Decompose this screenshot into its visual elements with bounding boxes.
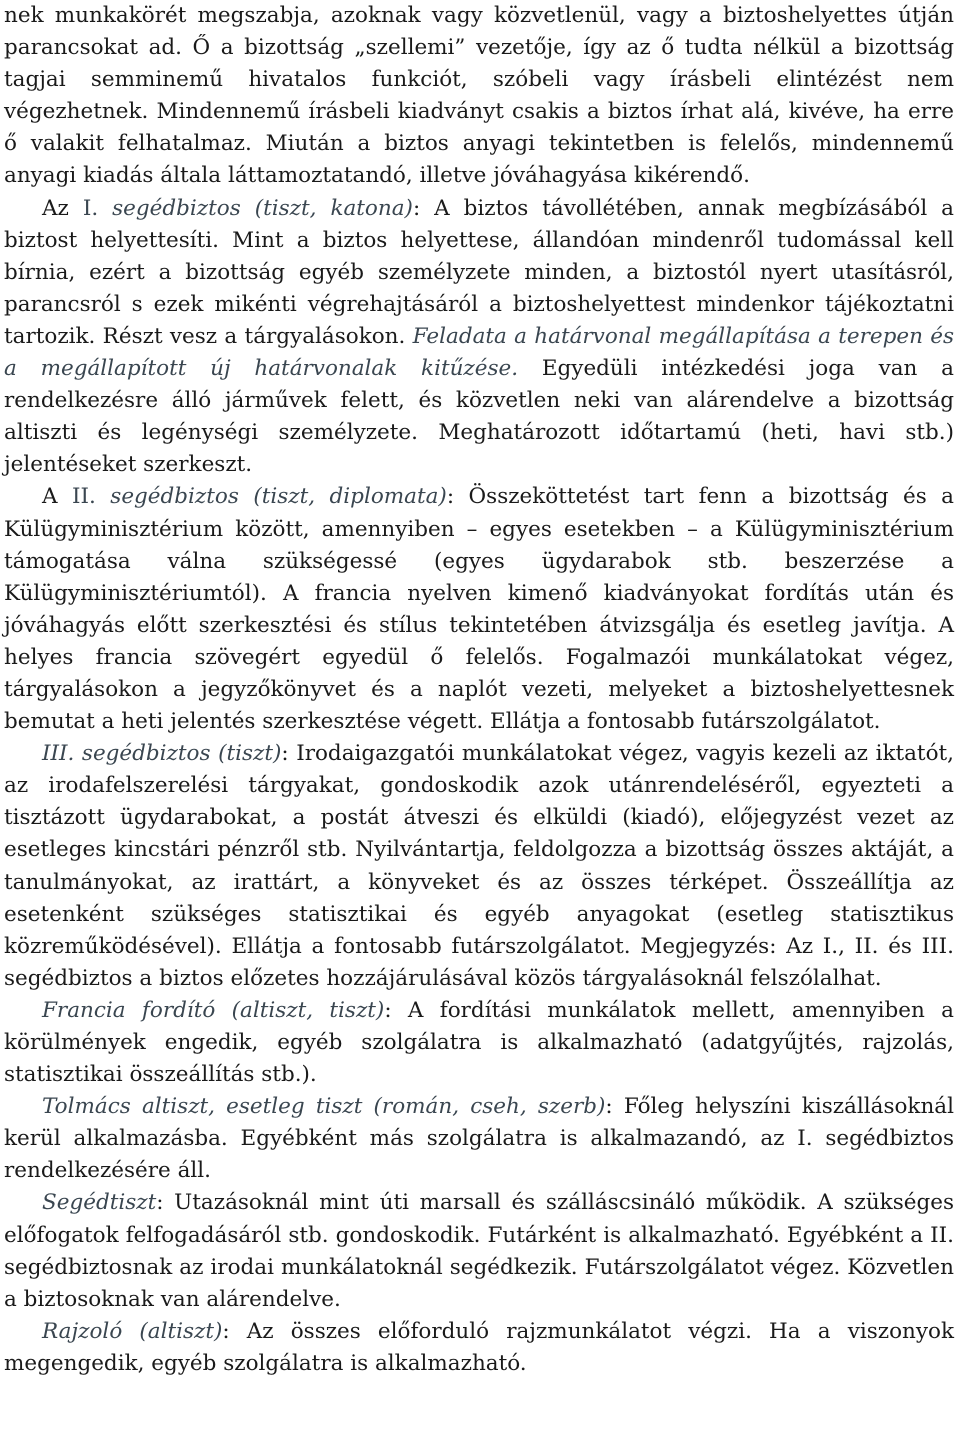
paragraph-draftsman — [4, 1316, 954, 1380]
role-title: Segédtiszt — [42, 1190, 157, 1216]
paragraph-text: : Főleg helyszíni kiszállásoknál kerül alkalmazásba. Egyébként más szolgálatra is alkalmazandó, az I. segédbiztos rendelkezésére áll. — [4, 1094, 954, 1184]
role-title: segédbiztos (tiszt, katona) — [98, 195, 413, 221]
paragraph-text: Az — [42, 195, 83, 221]
role-title: Tolmács altiszt, esetleg tiszt (román, cseh, szerb) — [42, 1094, 606, 1120]
roman-numeral: III. — [42, 741, 75, 767]
paragraph-third-assistant-commissioner — [4, 738, 954, 995]
paragraph-text: : Az összes előforduló rajzmunkálatot végzi. Ha a viszonyok megengedik, egyéb szolgálatra is alkalmazható. — [4, 1318, 954, 1376]
paragraph-text: : Összeköttetést tart fenn a bizottság és a Külügyminisztérium között, amennyiben – egyes esetekben – a Külügyminisztérium támogatása válna szükségessé (egyes ügydarabok stb. beszerzése a Külügyminisztériumtól). A francia nyelven kimenő kiadványokat fordítás után és jóváhagyás előtt szerkesztési és stílus tekintetében átvizsgálja és esetleg javítja. A helyes francia szövegért egyedül ő felelős. Fogalmazói munkálatokat végez, tárgyalásokon a jegyzőkönyvet és a naplót vezeti, melyeket a biztoshelyettesnek bemutat a heti jelentés szerkesztése végett. Ellátja a fontosabb futárszolgálatot. — [4, 484, 955, 735]
paragraph-text: Egyedüli intézkedési joga van a rendelkezésre álló járművek felett, és közvetlen neki van alárendelve a bizottság altiszti és legénységi személyzete. Meghatározott időtartamú (heti, havi stb.) jelentéseket szerkeszt. — [4, 356, 954, 478]
document-page — [4, 0, 954, 1380]
paragraph-text: : A fordítási munkálatok mellett, amennyiben a körülmények engedik, egyéb szolgálatra is alkalmazható (adatgyűjtés, rajzolás, statisztikai összeállítás stb.). — [4, 997, 954, 1088]
roman-numeral: II. — [72, 484, 96, 510]
role-title: Francia fordító (altiszt, tiszt) — [42, 997, 385, 1023]
emphasized-text: Feladata a határvonal megállapítása a terepen és a megállapított új határvonalak kitűzése. — [4, 323, 954, 382]
paragraph-text: nek munkakörét megszabja, azoknak vagy közvetlenül, vagy a biztoshelyettes útján parancsokat ad. Ő a bizottság „szellemi” vezetője, így az ő tudta nélkül a bizottság tagjai semminemű hivatalos funkciót, szóbeli vagy írásbeli elintézést nem végezhetnek. Mindennemű írásbeli kiadványt csakis a biztos írhat alá, kivéve, ha erre ő valakit felhatalmaz. Miután a biztos anyagi tekintetben is felelős, mindennemű anyagi kiadás általa láttamoztatandó, illetve jóváhagyása kikérendő. — [4, 3, 954, 189]
paragraph-adjutant — [4, 1187, 954, 1315]
paragraph-text: A — [42, 484, 72, 510]
role-title: segédbiztos (tiszt, diplomata) — [95, 484, 447, 510]
paragraph-text: : A biztos távollétében, annak megbízásából a biztost helyettesíti. Mint a biztos helyettese, állandóan mindenről tudomással kell bírnia, ezért a bizottság egyéb személyzete minden, a biztostól nyert utasításról, parancsról s ezek mikénti végrehajtásáról a biztoshelyettest mindenkor tájékoztatni tartozik. Részt vesz a tárgyalásokon. — [4, 195, 954, 349]
paragraph-interpreter — [4, 1091, 954, 1187]
paragraph-french-translator — [4, 995, 954, 1091]
role-title: Rajzoló (altiszt) — [42, 1318, 223, 1344]
paragraph-text: : Utazásoknál mint úti marsall és szálláscsináló működik. A szükséges előfogatok felfogadásáról stb. gondoskodik. Futárként is alkalmazható. Egyébként a II. segédbiztosnak az irodai munkálatoknál segédkezik. Futárszolgálatot végez. Közvetlen a biztosoknak van alárendelve. — [4, 1190, 954, 1312]
paragraph-biztos-duties — [4, 0, 954, 193]
role-title: segédbiztos (tiszt) — [74, 741, 282, 767]
paragraph-second-assistant-commissioner — [4, 481, 954, 738]
paragraph-text: : Irodaigazgatói munkálatokat végez, vagyis kezeli az iktatót, az irodafelszerelési tárgyakat, gondoskodik azok utánrendeléséről, egyezteti a tisztázott ügydarabokat, a postát átveszi és elküldi (kiadó), előjegyzést vezet az esetleges kincstári pénzről stb. Nyilvántartja, feldolgozza a bizottság összes aktáját, a tanulmányokat, az irattárt, a könyveket és az összes térképet. Összeállítja az esetenként szükséges statisztikai és egyéb anyagokat (esetleg statisztikus közreműködésével). Ellátja a fontosabb futárszolgálatot. Megjegyzés: Az I., II. és III. segédbiztos a biztos előzetes hozzájárulásával közös tárgyalásoknál felszólalhat. — [4, 741, 954, 991]
paragraph-first-assistant-commissioner — [4, 193, 954, 482]
roman-numeral: I. — [82, 195, 99, 221]
